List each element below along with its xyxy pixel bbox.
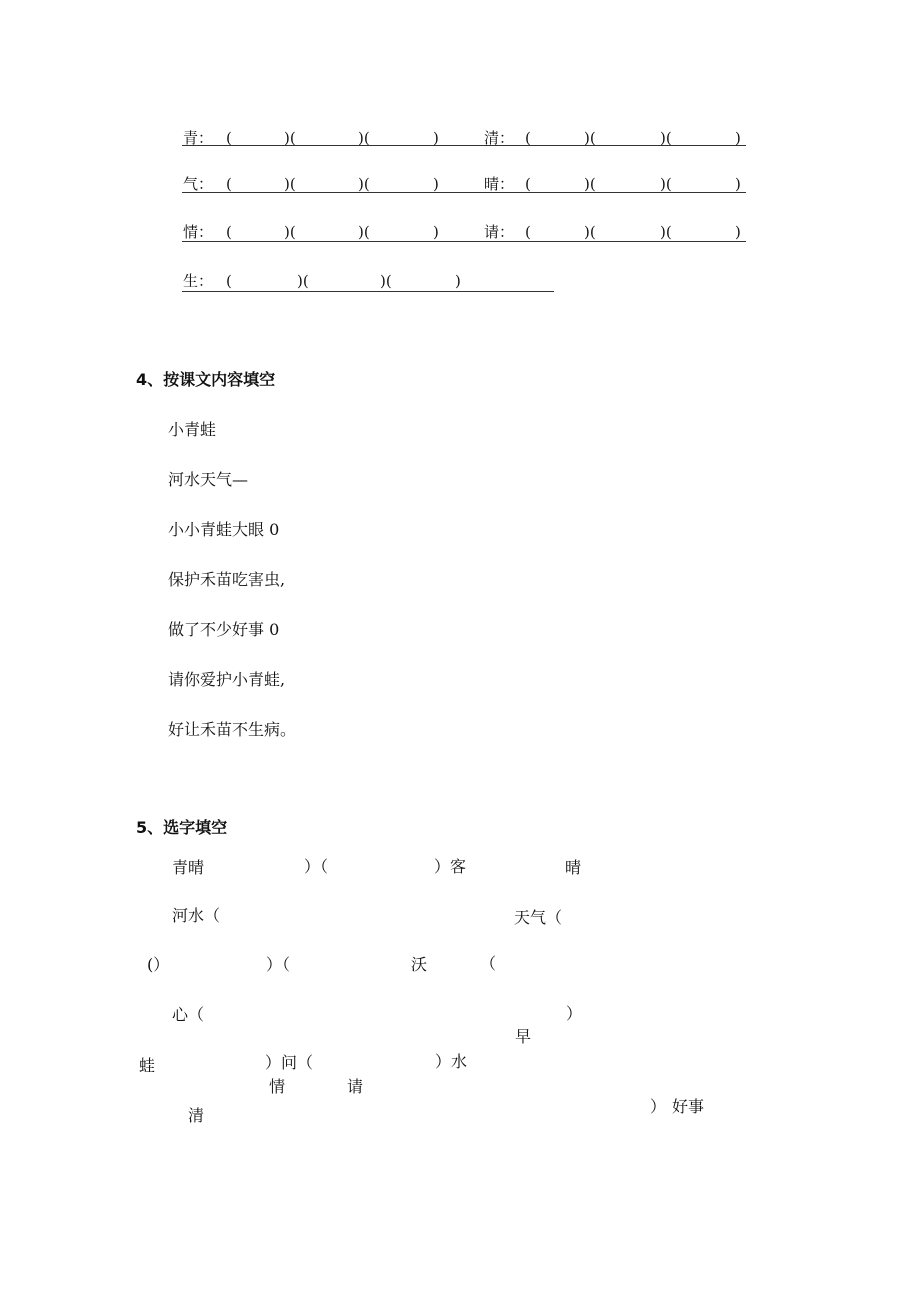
row-1-left-char: 青： bbox=[183, 129, 214, 147]
row-2-right-char: 晴： bbox=[484, 175, 515, 193]
row-2-right-slot-1[interactable]: ( bbox=[525, 175, 531, 193]
poem-line: 河水天气— bbox=[168, 470, 249, 489]
blank-paren-b[interactable]: ）（ bbox=[266, 955, 291, 974]
row-2-left-char: 气： bbox=[183, 175, 214, 193]
option-qing-emotion: 情 bbox=[269, 1077, 286, 1096]
row-1-left-slot-4[interactable]: ) bbox=[433, 129, 439, 147]
row-2-underline bbox=[182, 192, 746, 193]
row-2-left-slot-3[interactable]: )( bbox=[358, 175, 370, 193]
blank-tianqi[interactable]: 天气（ bbox=[514, 908, 563, 927]
option-zao: 早 bbox=[515, 1027, 532, 1046]
row-3-right-char: 请： bbox=[484, 223, 515, 241]
row-3-underline bbox=[182, 241, 746, 242]
option-qing-ask: 请 bbox=[347, 1077, 364, 1096]
row-1-right-char: 清： bbox=[484, 129, 515, 147]
blank-xin[interactable]: 心（ bbox=[172, 1005, 205, 1024]
row-3-left-char: 情： bbox=[183, 223, 214, 241]
poem-line: 做了不少好事 0 bbox=[168, 620, 280, 639]
blank-heshui[interactable]: 河水（ bbox=[172, 906, 221, 925]
blank-paren-empty[interactable]: (） bbox=[147, 955, 170, 974]
row-4-slot-2[interactable]: )( bbox=[297, 272, 309, 290]
row-1-left-slot-1[interactable]: ( bbox=[226, 129, 232, 147]
blank-paren-d[interactable]: ） bbox=[566, 1004, 583, 1023]
row-2-left-slot-1[interactable]: ( bbox=[226, 175, 232, 193]
blank-shui[interactable]: ）水 bbox=[435, 1052, 468, 1071]
row-4-slot-3[interactable]: )( bbox=[380, 272, 392, 290]
row-3-right-slot-2[interactable]: )( bbox=[584, 223, 596, 241]
row-1-left-slot-3[interactable]: )( bbox=[358, 129, 370, 147]
option-qing-clear: 清 bbox=[188, 1106, 205, 1125]
row-3-right-slot-3[interactable]: )( bbox=[660, 223, 672, 241]
blank-ke[interactable]: ）客 bbox=[434, 857, 467, 876]
option-qingqing: 青晴 bbox=[172, 858, 205, 877]
row-1-right-slot-3[interactable]: )( bbox=[660, 129, 672, 147]
row-2-right-slot-4[interactable]: ) bbox=[735, 175, 741, 193]
option-wa: 蛙 bbox=[139, 1056, 156, 1075]
blank-paren-e[interactable]: ） bbox=[650, 1097, 667, 1116]
row-3-right-slot-1[interactable]: ( bbox=[525, 223, 531, 241]
poem-line: 好让禾苗不生病。 bbox=[168, 720, 297, 739]
option-qing-sun: 晴 bbox=[565, 858, 582, 877]
row-2-right-slot-2[interactable]: )( bbox=[584, 175, 596, 193]
blank-haoshi[interactable]: 好事 bbox=[672, 1097, 705, 1116]
row-3-left-slot-1[interactable]: ( bbox=[226, 223, 232, 241]
poem-line: 请你爱护小青蛙, bbox=[168, 670, 286, 689]
row-4-slot-1[interactable]: ( bbox=[226, 272, 232, 290]
row-2-right-slot-3[interactable]: )( bbox=[660, 175, 672, 193]
row-3-left-slot-3[interactable]: )( bbox=[358, 223, 370, 241]
row-4-slot-4[interactable]: ) bbox=[455, 272, 461, 290]
blank-wen[interactable]: ）问（ bbox=[265, 1053, 314, 1072]
row-2-left-slot-4[interactable]: ) bbox=[433, 175, 439, 193]
blank-paren-a[interactable]: ）（ bbox=[304, 857, 329, 876]
poem-line: 小小青蛙大眼 0 bbox=[168, 520, 280, 539]
blank-paren-c[interactable]: （ bbox=[480, 954, 497, 973]
row-1-right-slot-4[interactable]: ) bbox=[735, 129, 741, 147]
row-1-left-slot-2[interactable]: )( bbox=[284, 129, 296, 147]
poem-line: 小青蛙 bbox=[168, 420, 217, 439]
row-1-right-slot-1[interactable]: ( bbox=[525, 129, 531, 147]
row-1-underline bbox=[182, 145, 746, 146]
row-3-right-slot-4[interactable]: ) bbox=[735, 223, 741, 241]
row-1-right-slot-2[interactable]: )( bbox=[584, 129, 596, 147]
row-3-left-slot-2[interactable]: )( bbox=[284, 223, 296, 241]
row-3-left-slot-4[interactable]: ) bbox=[433, 223, 439, 241]
row-2-left-slot-2[interactable]: )( bbox=[284, 175, 296, 193]
section-4-heading: 4、按课文内容填空 bbox=[136, 370, 276, 389]
row-4-char: 生： bbox=[183, 272, 214, 290]
section-5-heading: 5、选字填空 bbox=[136, 818, 228, 837]
option-wo: 沃 bbox=[411, 955, 428, 974]
row-4-underline bbox=[182, 291, 554, 292]
poem-line: 保护禾苗吃害虫, bbox=[168, 570, 286, 589]
